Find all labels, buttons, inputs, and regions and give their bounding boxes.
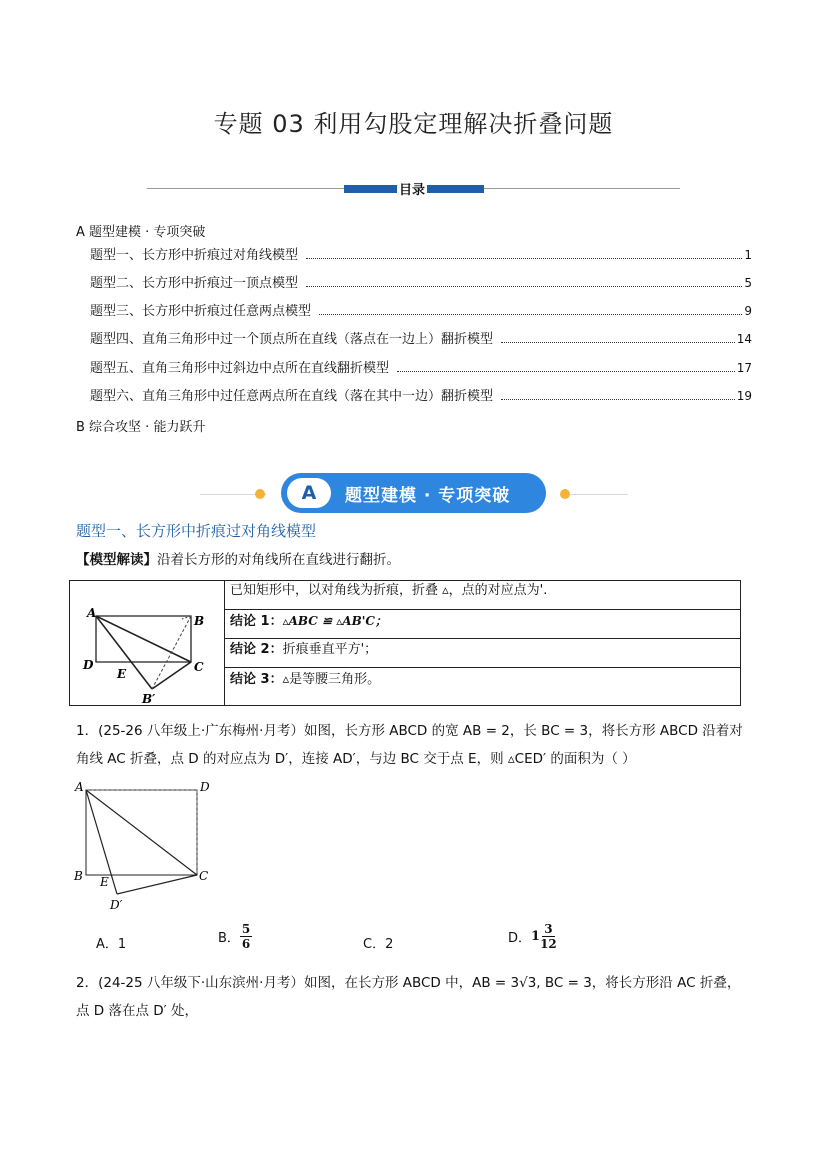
section-heading: 题型一、长方形中折痕过对角线模型: [76, 522, 317, 540]
toc-leader: [501, 389, 735, 400]
option-c[interactable]: [363, 933, 393, 952]
option-d-whole: 1: [531, 929, 541, 944]
figure-label-d: D: [83, 658, 94, 672]
option-d-fraction: [540, 922, 557, 951]
option-c-value: 2: [385, 937, 394, 952]
q1-label-d-prime: D′: [110, 898, 123, 912]
toc-item[interactable]: [90, 272, 752, 291]
section-banner: [281, 473, 546, 513]
model-figure-cell: [70, 581, 225, 705]
toc-item-page: 17: [736, 361, 752, 375]
option-d[interactable]: [508, 922, 557, 951]
option-b-denominator: 6: [241, 937, 251, 951]
model-row-conclusion-3: [225, 668, 740, 705]
toc-section-b: B 综合攻坚 · 能力跃升: [76, 420, 206, 435]
model-row-conclusion-2: [225, 639, 740, 668]
option-b-letter: B．: [218, 931, 240, 946]
option-b-numerator: 5: [241, 922, 251, 936]
toc-item[interactable]: [90, 300, 752, 319]
toc-item-page: 19: [736, 389, 752, 403]
model-row-given: 已知矩形中，以对角线为折痕，折叠 ▵，点的对应点为'.: [225, 581, 740, 610]
option-b[interactable]: [218, 922, 252, 951]
page-title: 专题 03 利用勾股定理解决折叠问题: [213, 110, 614, 138]
toc-leader: [397, 361, 735, 372]
question-1-line-2: 角线 AC 折叠，点 D 的对应点为 D′，连接 AD′，与边 BC 交于点 E，则 ▵CED′ 的面积为（ ）: [76, 751, 636, 767]
conclusion-3-text: ▵是等腰三角形。: [282, 672, 381, 687]
model-tag: 【模型解读】: [76, 552, 157, 568]
option-a-value: 1: [117, 937, 127, 952]
q1-label-e: E: [100, 875, 109, 889]
conclusion-1-label: 结论 1：: [230, 614, 283, 629]
q1-label-d: D: [200, 780, 210, 794]
conclusion-3-label: 结论 3：: [230, 672, 283, 687]
figure-label-e: E: [117, 667, 127, 681]
toc-leader: [501, 332, 735, 343]
model-row-conclusion-1: [225, 610, 740, 639]
option-c-letter: C．: [363, 937, 386, 952]
toc-label: 目录: [397, 179, 427, 198]
figure-label-c: C: [194, 660, 204, 674]
toc-leader: [306, 276, 742, 287]
toc-item[interactable]: [90, 385, 752, 404]
toc-item-label: 题型四、直角三角形中过一个顶点所在直线（落点在一边上）翻折模型: [90, 332, 494, 347]
q1-label-a: A: [75, 780, 84, 794]
conclusion-2-label: 结论 2：: [230, 642, 283, 657]
toc-item[interactable]: [90, 244, 752, 263]
q1-label-b: B: [74, 869, 83, 883]
option-a[interactable]: [96, 933, 126, 952]
option-d-numerator: 3: [544, 922, 553, 936]
figure-label-a: A: [87, 606, 97, 620]
toc-item-label: 题型六、直角三角形中过任意两点所在直线（落在其中一边）翻折模型: [90, 389, 494, 404]
q1-label-c: C: [199, 869, 209, 883]
question-2-line-2: 点 D 落在点 D′ 处，: [76, 1003, 199, 1019]
toc-item[interactable]: [90, 328, 752, 347]
model-text: 沿着长方形的对角线所在直线进行翻折。: [157, 552, 400, 568]
model-figure: [70, 581, 224, 705]
toc-item-label: 题型五、直角三角形中过斜边中点所在直线翻折模型: [90, 361, 390, 376]
banner-badge: A: [287, 478, 331, 508]
figure-label-b: B: [194, 614, 205, 628]
figure-label-b-prime: B′: [142, 692, 156, 705]
toc-item[interactable]: [90, 357, 752, 376]
toc-section-a: A 题型建模 · 专项突破: [76, 225, 206, 240]
toc-item-page: 9: [744, 304, 752, 318]
banner-dot-right: [560, 489, 570, 499]
option-d-denominator: 12: [540, 937, 557, 951]
toc-item-page: 5: [744, 276, 752, 290]
banner-line-right: [568, 494, 628, 495]
toc-item-page: 1: [744, 248, 752, 262]
question-1-line-1: 1．(25-26 八年级上·广东梅州·月考）如图，长方形 ABCD 的宽 AB = 2，长 BC = 3，将长方形 ABCD 沿着对: [76, 723, 743, 739]
option-d-letter: D．: [508, 931, 532, 946]
toc-item-page: 14: [736, 332, 752, 346]
question-1-figure: [70, 776, 220, 916]
option-a-letter: A．: [96, 937, 118, 952]
toc-leader: [306, 248, 742, 259]
toc-leader: [319, 304, 742, 315]
banner-dot-left: [255, 489, 265, 499]
model-table: [69, 580, 741, 706]
question-2-line-1: 2．(24-25 八年级下·山东滨州·月考）如图，在长方形 ABCD 中，AB = 3√3, BC = 3，将长方形沿 AC 折叠，: [76, 975, 741, 991]
toc-item-label: 题型一、长方形中折痕过对角线模型: [90, 248, 299, 263]
model-intro: [76, 550, 400, 570]
conclusion-2-text: 折痕垂直平方'；: [282, 642, 378, 657]
option-b-fraction: [240, 922, 252, 951]
conclusion-1-text: ▵ABC ≌ ▵AB'C；: [282, 614, 387, 628]
toc-item-label: 题型二、长方形中折痕过一顶点模型: [90, 276, 299, 291]
banner-text: 题型建模 · 专项突破: [345, 485, 511, 506]
toc-item-label: 题型三、长方形中折痕过任意两点模型: [90, 304, 312, 319]
